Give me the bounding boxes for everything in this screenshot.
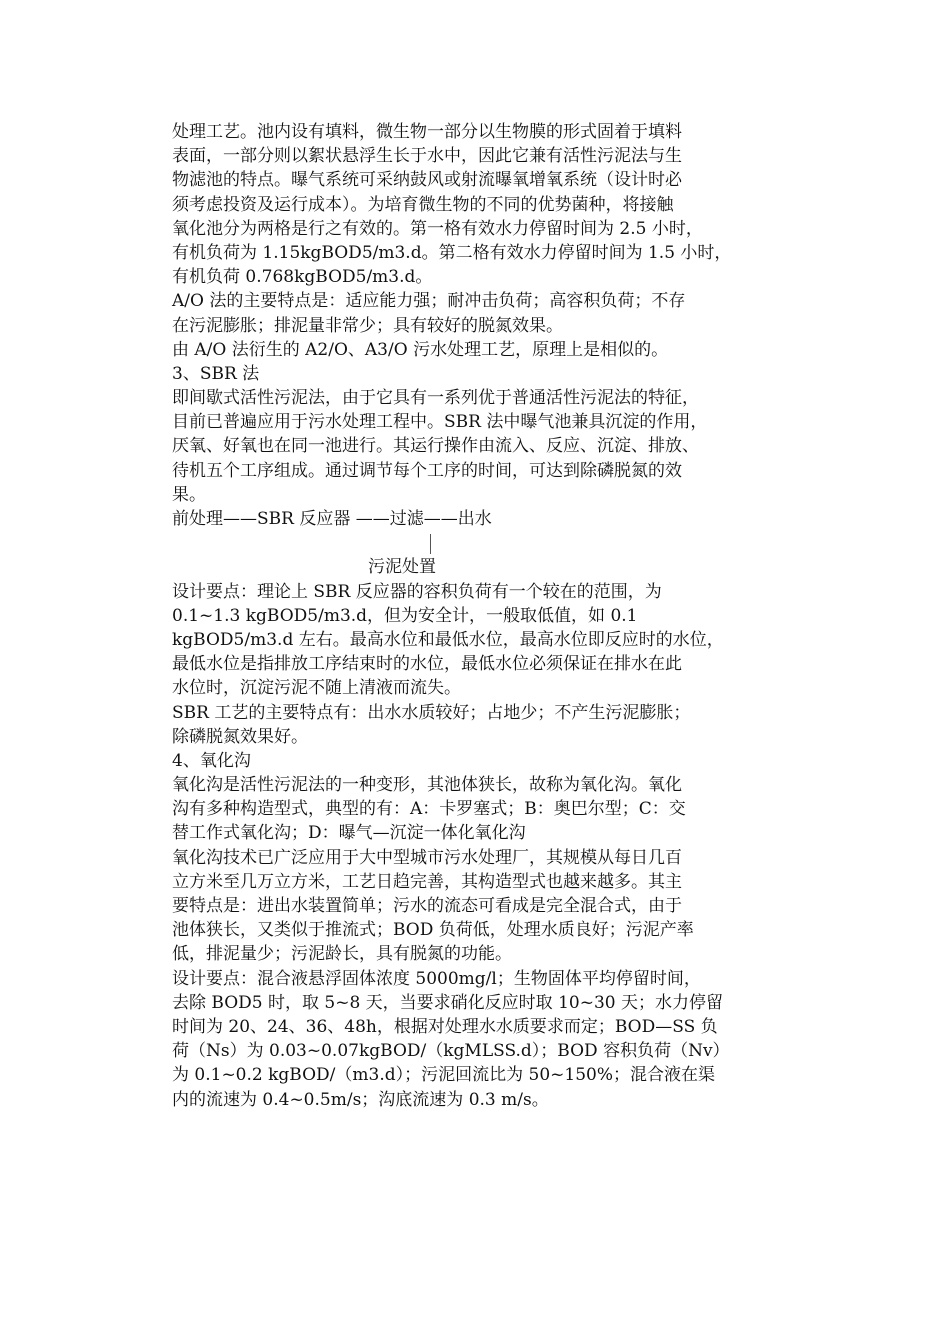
- document-body: [172, 120, 812, 1112]
- section-heading-oxidation-ditch: 4、氧化沟: [172, 750, 251, 771]
- text-line: 去除 BOD5 时，取 5~8 天，当要求硝化反应时取 10~30 天；水力停留: [172, 992, 723, 1013]
- text-line: 氧化沟技术已广泛应用于大中型城市污水处理厂，其规模从每日几百: [172, 847, 682, 868]
- section-heading-sbr: 3、SBR 法: [172, 363, 260, 384]
- text-line: 在污泥膨胀；排泥量非常少；具有较好的脱氮效果。: [172, 315, 563, 336]
- sbr-flow-diagram: [172, 507, 812, 580]
- paragraph-oxidation-intro: [172, 773, 812, 846]
- text-line: 立方米至几万立方米，工艺日趋完善，其构造型式也越来越多。其主: [172, 871, 682, 892]
- text-line: 为 0.1~0.2 kgBOD/（m3.d）；污泥回流比为 50~150%；混合液在渠: [172, 1065, 716, 1086]
- flow-connector: [430, 534, 431, 554]
- text-line: 表面，一部分则以絮状悬浮生长于水中，因此它兼有活性污泥法与生: [172, 146, 682, 167]
- text-line: 设计要点：理论上 SBR 反应器的容积负荷有一个较在的范围，为: [172, 581, 662, 602]
- paragraph-ao-derived: 由 A/O 法衍生的 A2/O、A3/O 污水处理工艺，原理上是相似的。: [172, 339, 669, 360]
- text-line: 果。: [172, 484, 206, 505]
- text-line: 时间为 20、24、36、48h，根据对处理水水质要求而定；BOD—SS 负: [172, 1016, 718, 1037]
- text-line: 0.1~1.3 kgBOD5/m3.d，但为安全计，一般取低值，如 0.1: [172, 605, 638, 626]
- paragraph-oxidation-features: [172, 846, 812, 967]
- text-line: kgBOD5/m3.d 左右。最高水位和最低水位，最高水位即反应时的水位，: [172, 629, 724, 650]
- paragraph-contact-oxidation: [172, 120, 812, 289]
- text-line: 处理工艺。池内设有填料，微生物一部分以生物膜的形式固着于填料: [172, 122, 682, 142]
- flow-sludge-label: 污泥处置: [368, 557, 436, 578]
- text-line: 最低水位是指排放工序结束时的水位，最低水位必须保证在排水在此: [172, 654, 682, 675]
- paragraph-ao-features: [172, 289, 812, 337]
- text-line: 设计要点：混合液悬浮固体浓度 5000mg/l；生物固体平均停留时间，: [172, 968, 701, 989]
- text-line: 厌氧、好氧也在同一池进行。其运行操作由流入、反应、沉淀、排放、: [172, 436, 699, 457]
- flow-main-line: 前处理——SBR 反应器 ——过滤——出水: [172, 509, 492, 529]
- text-line: 有机负荷 0.768kgBOD5/m3.d。: [172, 267, 433, 288]
- text-line: 替工作式氧化沟；D：曝气—沉淀一体化氧化沟: [172, 823, 526, 844]
- flow-connector-row: [172, 531, 812, 555]
- text-line: A/O 法的主要特点是：适应能力强；耐冲击负荷；高容积负荷；不存: [172, 291, 686, 312]
- text-line: 低，排泥量少；污泥龄长，具有脱氮的功能。: [172, 944, 512, 965]
- paragraph-sbr-design: [172, 580, 812, 701]
- text-line: 须考虑投资及运行成本）。为培育微生物的不同的优势菌种，将接触: [172, 194, 674, 215]
- text-line: 目前已普遍应用于污水处理工程中。SBR 法中曝气池兼具沉淀的作用，: [172, 412, 708, 433]
- text-line: 待机五个工序组成。通过调节每个工序的时间，可达到除磷脱氮的效: [172, 460, 682, 481]
- text-line: 水位时，沉淀污泥不随上清液而流失。: [172, 678, 461, 699]
- text-line: 内的流速为 0.4~0.5m/s；沟底流速为 0.3 m/s。: [172, 1089, 549, 1110]
- text-line: 沟有多种构造型式，典型的有：A：卡罗塞式；B：奥巴尔型；C：交: [172, 799, 686, 820]
- paragraph-sbr-intro: [172, 386, 812, 507]
- text-line: SBR 工艺的主要特点有：出水水质较好；占地少；不产生污泥膨胀；: [172, 702, 691, 723]
- text-line: 有机负荷为 1.15kgBOD5/m3.d。第二格有效水力停留时间为 1.5 小时，: [172, 242, 732, 263]
- text-line: 池体狭长，又类似于推流式；BOD 负荷低，处理水质良好；污泥产率: [172, 920, 694, 941]
- text-line: 荷（Ns）为 0.03~0.07kgBOD/（kgMLSS.d）；BOD 容积负荷（Nv）: [172, 1041, 730, 1062]
- paragraph-sbr-features: [172, 701, 812, 749]
- text-line: 即间歇式活性污泥法，由于它具有一系列优于普通活性污泥法的特征，: [172, 388, 699, 409]
- text-line: 氧化沟是活性污泥法的一种变形，其池体狭长，故称为氧化沟。氧化: [172, 775, 682, 796]
- text-line: 氧化池分为两格是行之有效的。第一格有效水力停留时间为 2.5 小时，: [172, 218, 703, 239]
- text-line: 除磷脱氮效果好。: [172, 726, 308, 747]
- paragraph-oxidation-design: [172, 967, 812, 1112]
- text-line: 物滤池的特点。曝气系统可采纳鼓风或射流曝氧增氧系统（设计时必: [172, 170, 682, 191]
- text-line: 要特点是：进出水装置简单；污水的流态可看成是完全混合式，由于: [172, 896, 682, 916]
